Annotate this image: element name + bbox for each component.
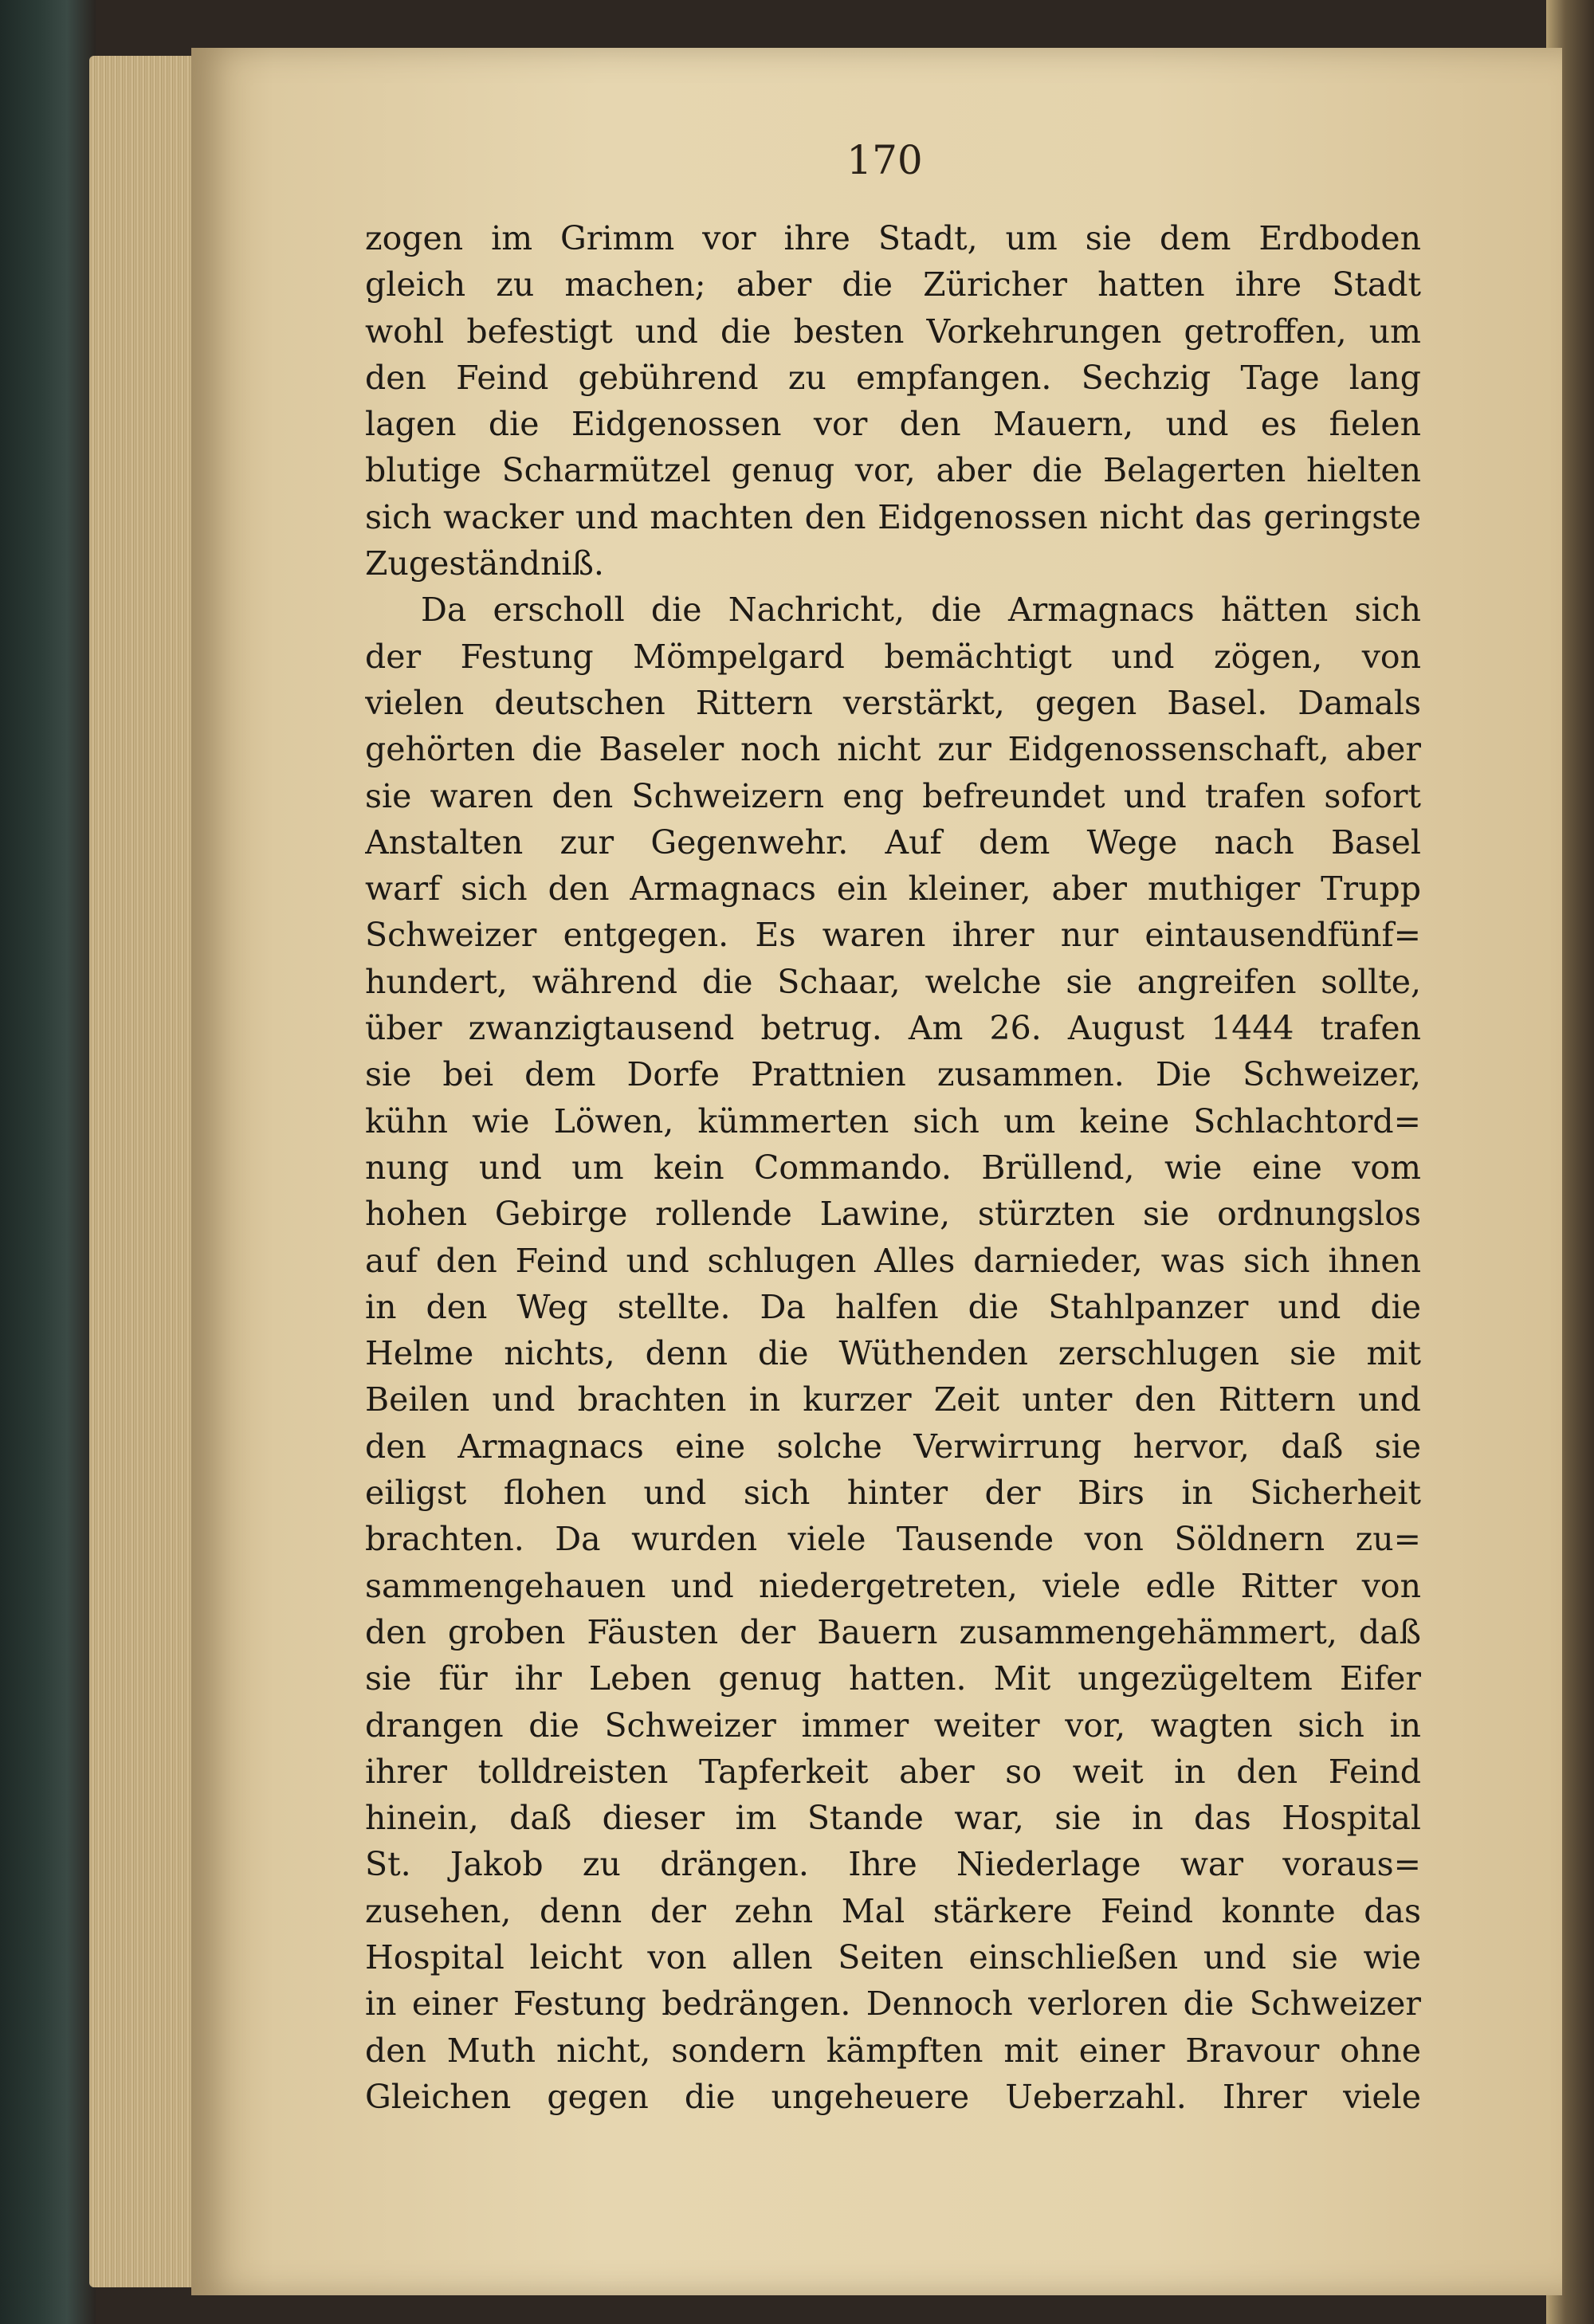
- text-line: wohl befestigt und die besten Vorkehrungen getroffen, um: [365, 312, 1421, 351]
- text-line: sie bei dem Dorfe Prattnien zusammen. Die Schweizer,: [365, 1055, 1421, 1094]
- text-line: sie waren den Schweizern eng befreundet und trafen sofort: [365, 776, 1421, 815]
- paragraph-end-line: Zugeständniß.: [365, 544, 604, 583]
- text-line: zusehen, denn der zehn Mal stärkere Feind konnte das: [365, 1891, 1421, 1930]
- text-line: den Armagnacs eine solche Verwirrung hervor, daß sie: [365, 1427, 1421, 1466]
- text-line: warf sich den Armagnacs ein kleiner, aber muthiger Trupp: [365, 870, 1421, 909]
- book-page: [191, 48, 1562, 2295]
- text-line: Hospital leicht von allen Seiten einschließen und sie wie: [365, 1937, 1421, 1977]
- text-line: auf den Feind und schlugen Alles darnieder, was sich ihnen: [365, 1241, 1421, 1280]
- text-line: hundert, während die Schaar, welche sie angreifen sollte,: [365, 962, 1421, 1001]
- text-line: hohen Gebirge rollende Lawine, stürzten sie ordnungslos: [365, 1195, 1421, 1234]
- text-line: sammengehauen und niedergetreten, viele edle Ritter von: [365, 1566, 1421, 1605]
- text-line: gleich zu machen; aber die Züricher hatten ihre Stadt: [365, 265, 1421, 304]
- text-line: St. Jakob zu drängen. Ihre Niederlage war voraus=: [365, 1845, 1421, 1884]
- text-line: hinein, daß dieser im Stande war, sie in das Hospital: [365, 1799, 1421, 1838]
- text-line: nung und um kein Commando. Brüllend, wie eine vom: [365, 1148, 1421, 1187]
- text-line: drangen die Schweizer immer weiter vor, wagten sich in: [365, 1706, 1421, 1745]
- text-line: gehörten die Baseler noch nicht zur Eidgenossenschaft, aber: [365, 730, 1421, 769]
- text-line: blutige Scharmützel genug vor, aber die Belagerten hielten: [365, 451, 1421, 490]
- page-number: 170: [846, 137, 923, 183]
- text-line: in den Weg stellte. Da halfen die Stahlpanzer und die: [365, 1287, 1421, 1326]
- text-line: Schweizer entgegen. Es waren ihrer nur eintausendfünf=: [365, 916, 1421, 955]
- book-cover-edge: [0, 0, 96, 2324]
- text-line: sie für ihr Leben genug hatten. Mit ungezügeltem Eifer: [365, 1659, 1421, 1698]
- text-line: Gleichen gegen die ungeheuere Ueberzahl. Ihrer viele: [365, 2077, 1421, 2116]
- text-line: in einer Festung bedrängen. Dennoch verloren die Schweizer: [365, 1984, 1421, 2024]
- text-line: Helme nichts, denn die Wüthenden zerschlugen sie mit: [365, 1334, 1421, 1373]
- text-line: Anstalten zur Gegenwehr. Auf dem Wege nach Basel: [365, 822, 1421, 862]
- text-line: den Feind gebührend zu empfangen. Sechzig Tage lang: [365, 358, 1421, 397]
- text-line: lagen die Eidgenossen vor den Mauern, und es fielen: [365, 405, 1421, 444]
- text-line: der Festung Mömpelgard bemächtigt und zögen, von: [365, 637, 1421, 676]
- text-line: ihrer tolldreisten Tapferkeit aber so weit in den Feind: [365, 1752, 1421, 1791]
- text-line: sich wacker und machten den Eidgenossen nicht das geringste: [365, 497, 1421, 536]
- text-line: brachten. Da wurden viele Tausende von Söldnern zu=: [365, 1520, 1421, 1559]
- text-line: zogen im Grimm vor ihre Stadt, um sie dem Erdboden: [365, 219, 1421, 257]
- text-line: den Muth nicht, sondern kämpften mit einer Bravour ohne: [365, 2031, 1421, 2070]
- body-text: [365, 215, 1421, 2120]
- paragraph-start-line: Da erscholl die Nachricht, die Armagnacs hätten sich: [421, 591, 1421, 630]
- text-line: vielen deutschen Rittern verstärkt, gegen Basel. Damals: [365, 683, 1421, 722]
- text-line: über zwanzigtausend betrug. Am 26. August 1444 trafen: [365, 1009, 1421, 1048]
- text-line: eiligst flohen und sich hinter der Birs in Sicherheit: [365, 1474, 1421, 1513]
- text-line: kühn wie Löwen, kümmerten sich um keine Schlachtord=: [365, 1101, 1421, 1140]
- text-line: den groben Fäusten der Bauern zusammengehämmert, daß: [365, 1612, 1421, 1651]
- text-line: Beilen und brachten in kurzer Zeit unter den Rittern und: [365, 1380, 1421, 1419]
